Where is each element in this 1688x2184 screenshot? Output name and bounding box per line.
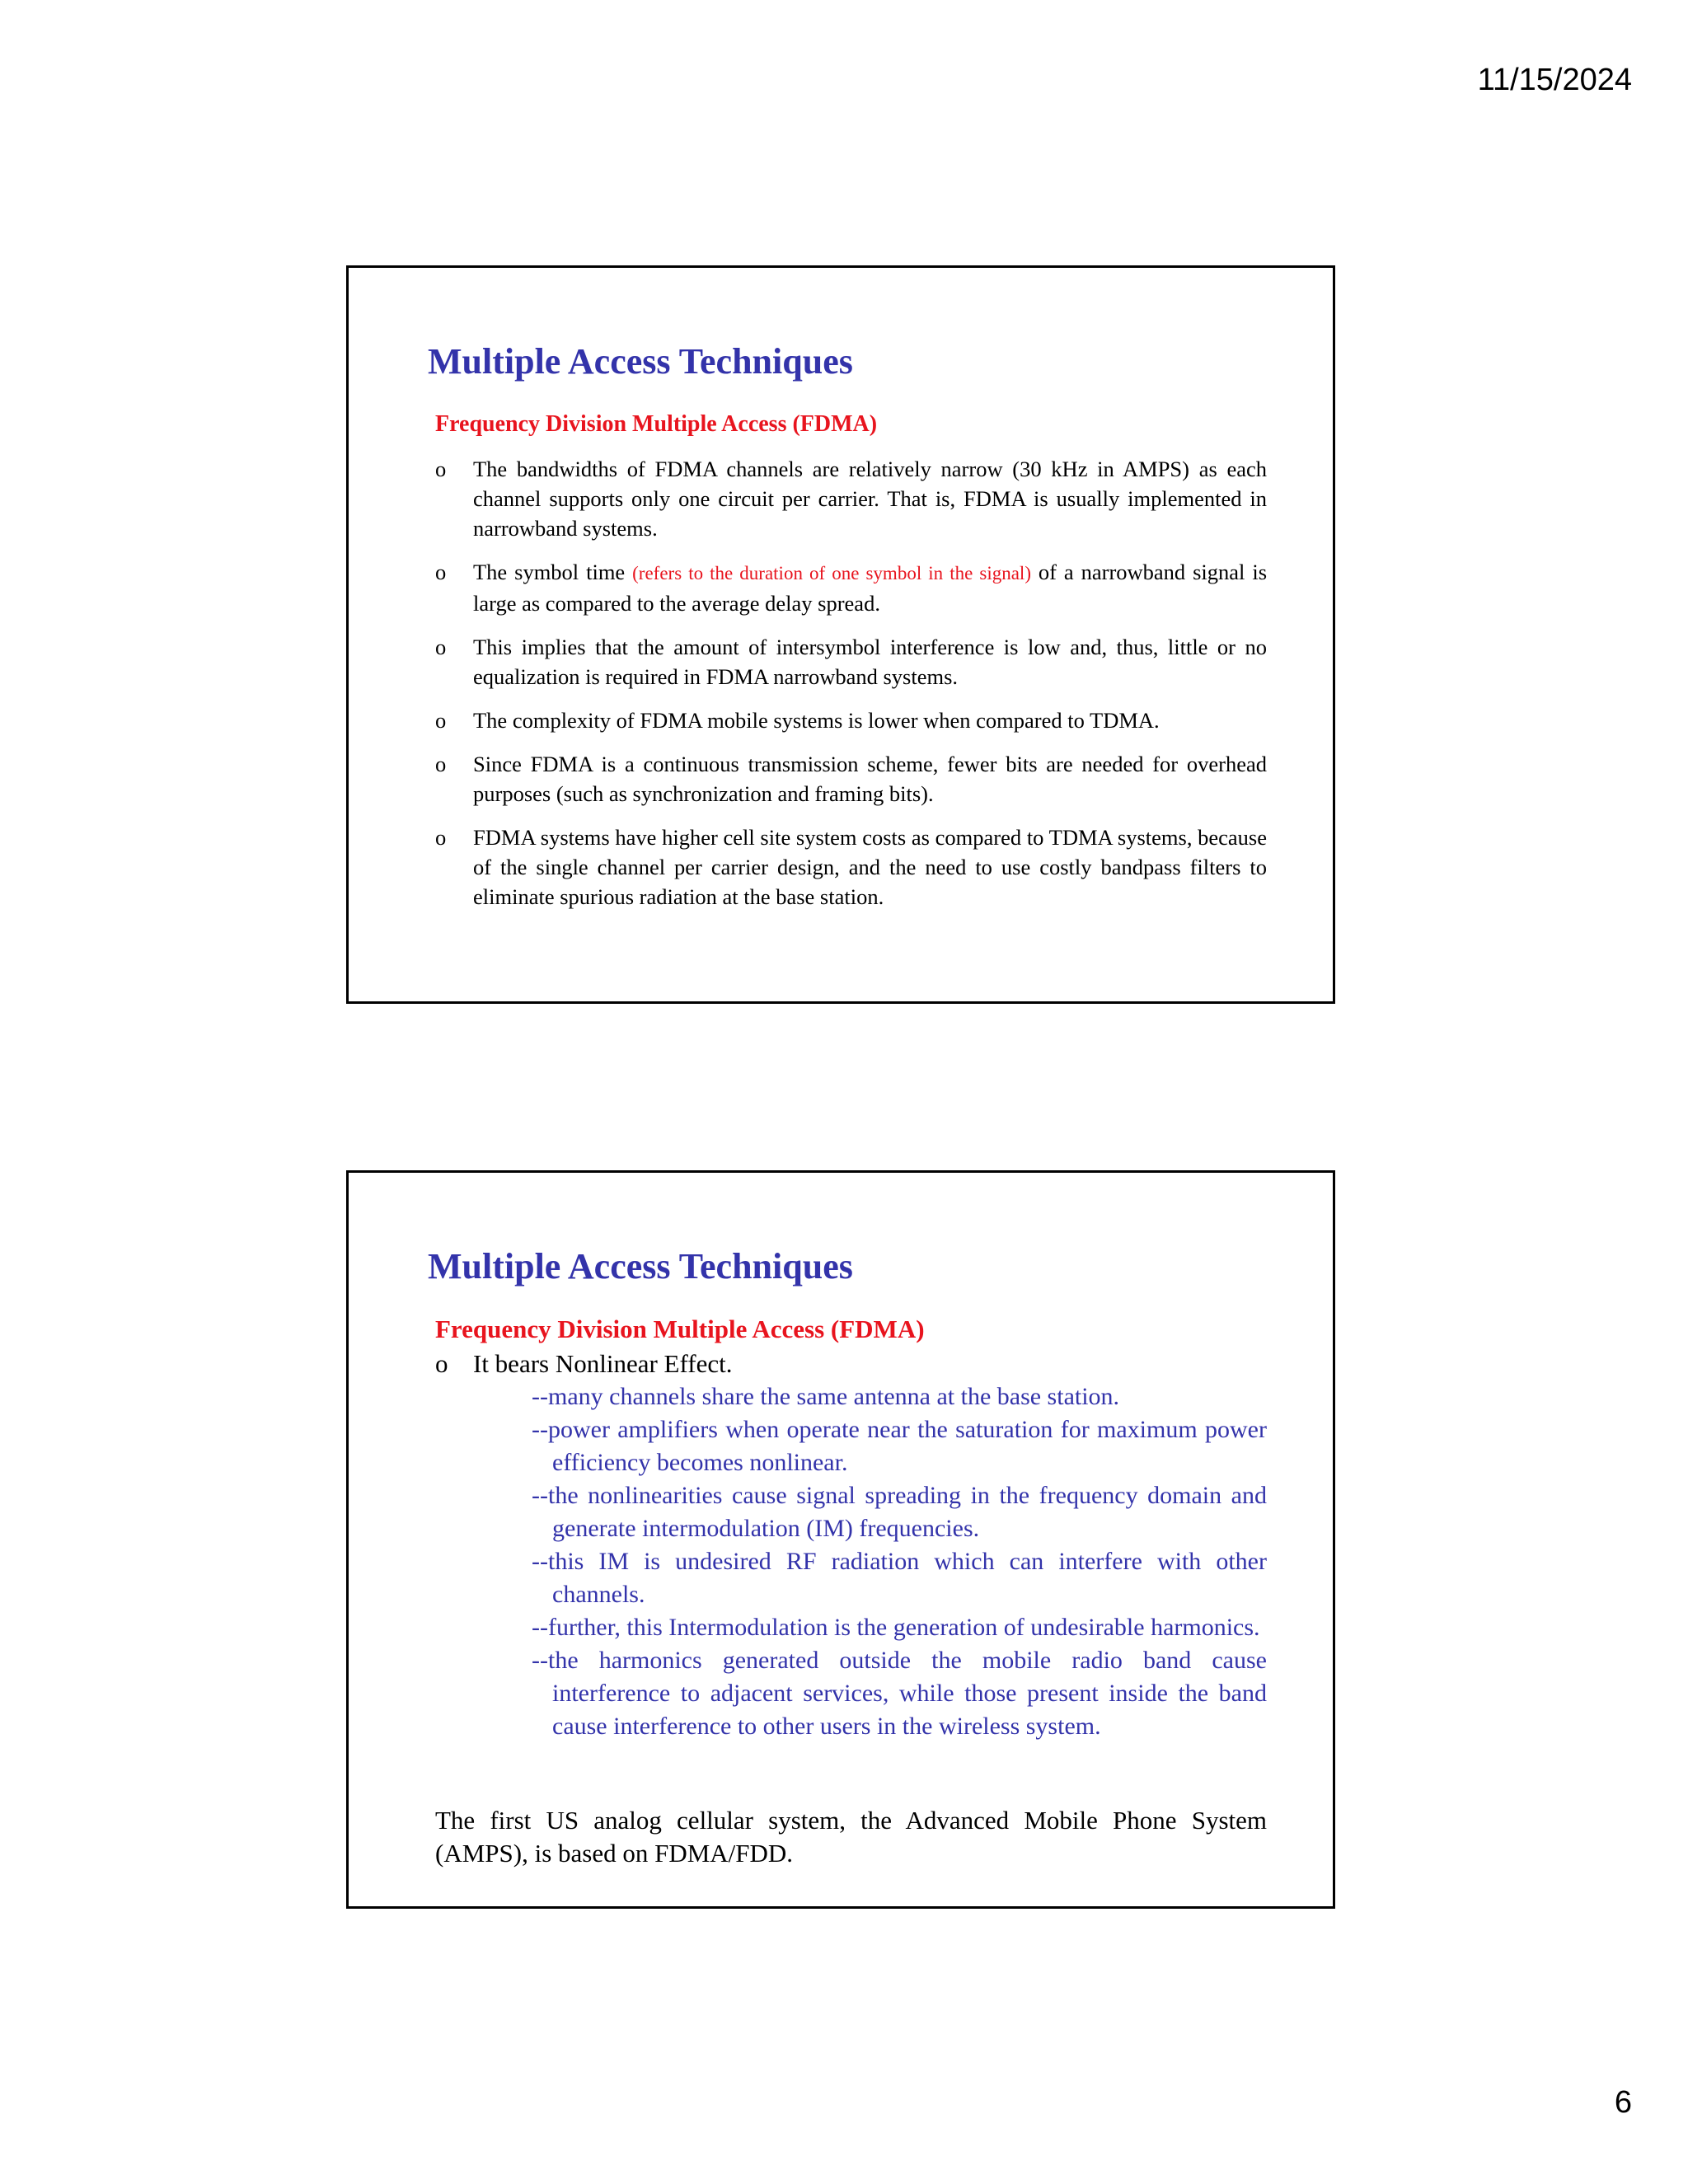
list-item — [435, 632, 1267, 691]
bullet-circle-icon: o — [435, 560, 447, 584]
header-date: 11/15/2024 — [1477, 63, 1632, 97]
bullet-text: The complexity of FDMA mobile systems is lower when compared to TDMA. — [473, 708, 1160, 733]
bullet-circle-icon: o — [435, 708, 447, 733]
bullet-note: (refers to the duration of one symbol in the signal) — [632, 563, 1031, 583]
bullet-circle-icon: o — [435, 635, 447, 659]
slide-subtitle: Frequency Division Multiple Access (FDMA) — [435, 1315, 925, 1343]
list-item: --the harmonics generated outside the mobile radio band cause interference to adjacent services, while those present inside the band cause interference to other users in the wireless system. — [532, 1647, 1267, 1740]
bullet-circle-icon: o — [435, 825, 447, 850]
bullet-text: FDMA systems have higher cell site system costs as compared to TDMA systems, because of the single channel per carrier design, and the need to use costly bandpass filters to eliminate spurious radiation at the base station. — [473, 825, 1267, 909]
slide-title: Multiple Access Techniques — [428, 1246, 853, 1286]
bullet-text: This implies that the amount of intersymbol interference is low and, thus, little or no equalization is required in FDMA narrowband systems. — [473, 635, 1267, 689]
list-item: --many channels share the same antenna at the base station. — [532, 1383, 1120, 1410]
bullet-text: of a narrowband signal is large as compared to the average delay spread. — [473, 560, 1268, 616]
list-item — [435, 454, 1267, 543]
list-item: --this IM is undesired RF radiation which can interfere with other channels. — [532, 1548, 1267, 1608]
lead-bullet — [435, 1347, 1267, 1380]
slide-subtitle: Frequency Division Multiple Access (FDMA) — [435, 411, 878, 437]
list-item: --power amplifiers when operate near the saturation for maximum power efficiency becomes nonlinear. — [532, 1416, 1267, 1476]
list-item: --further, this Intermodulation is the generation of undesirable harmonics. — [532, 1614, 1260, 1641]
list-item — [435, 557, 1267, 618]
bullet-text: The symbol time — [473, 560, 633, 584]
slide-2 — [346, 1170, 1335, 1909]
list-item — [435, 705, 1267, 735]
bullet-text: It bears Nonlinear Effect. — [473, 1349, 733, 1378]
bullet-list — [435, 454, 1267, 926]
bullet-circle-icon: o — [435, 752, 447, 776]
sub-item-list — [532, 1380, 1267, 1743]
bullet-circle-icon: o — [435, 1349, 448, 1378]
slide-1 — [346, 265, 1335, 1004]
list-item — [435, 749, 1267, 808]
slide-title: Multiple Access Techniques — [428, 341, 853, 382]
closing-paragraph: The first US analog cellular system, the Advanced Mobile Phone System (AMPS), is based on FDMA/FDD. — [435, 1806, 1267, 1868]
bullet-circle-icon: o — [435, 457, 447, 481]
list-item: --the nonlinearities cause signal spreading in the frequency domain and generate intermodulation (IM) frequencies. — [532, 1482, 1267, 1542]
bullet-text: Since FDMA is a continuous transmission scheme, fewer bits are needed for overhead purposes (such as synchronization and framing bits). — [473, 752, 1267, 806]
page-number: 6 — [1614, 2085, 1632, 2120]
bullet-text: The bandwidths of FDMA channels are relatively narrow (30 kHz in AMPS) as each channel supports only one circuit per carrier. That is, FDMA is usually implemented in narrowband systems. — [473, 457, 1267, 541]
list-item — [435, 823, 1267, 912]
